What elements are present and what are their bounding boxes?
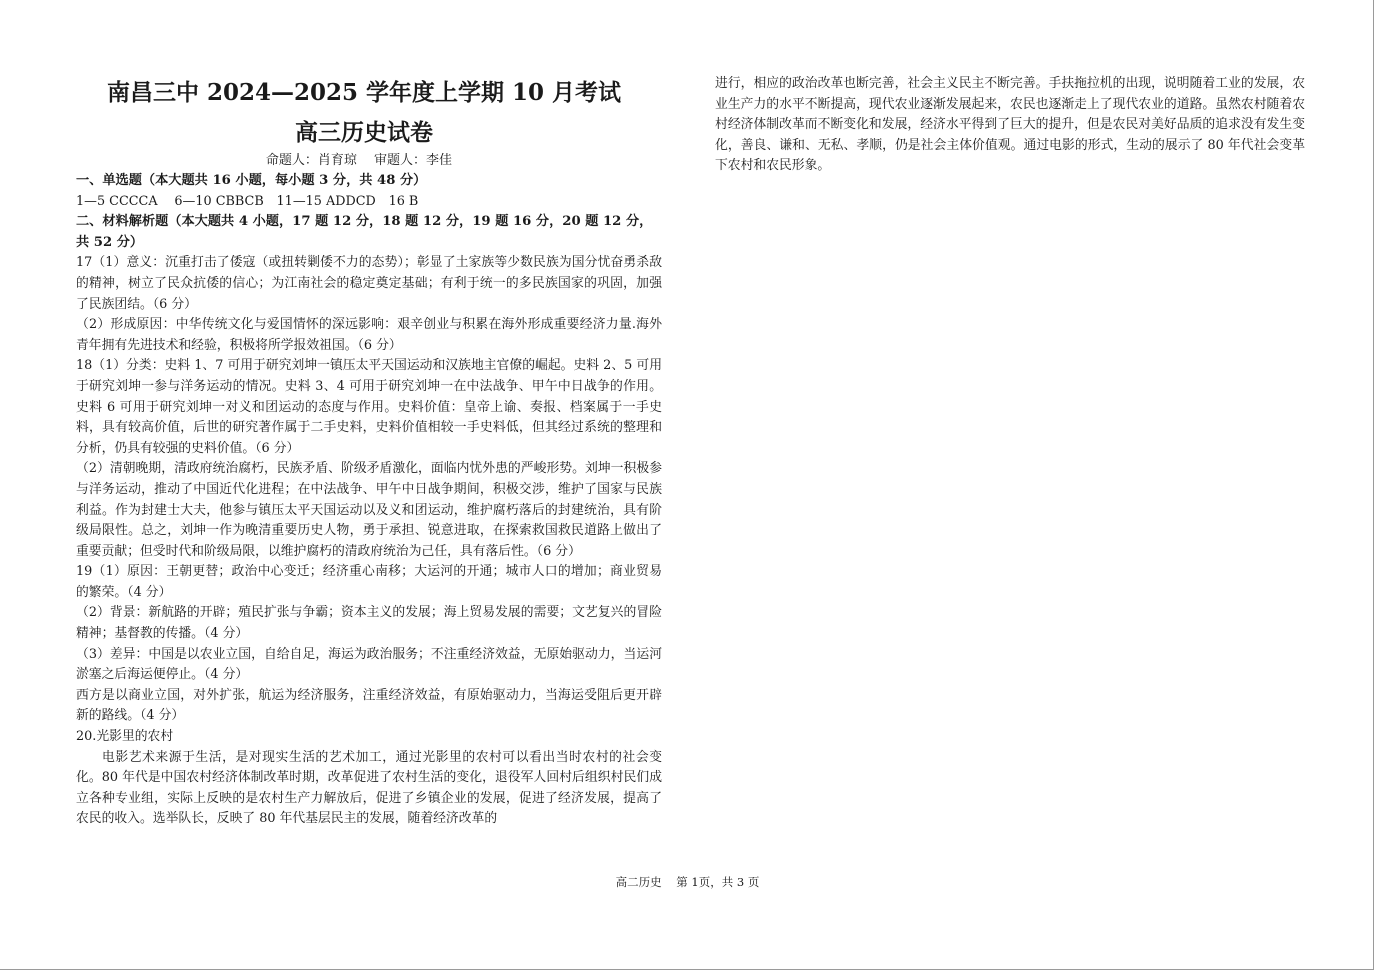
answer-paragraph: 西方是以商业立国，对外扩张，航运为经济服务，注重经济效益，有原始驱动力，当海运受阻后更开辟新的路线。（4 分）	[76, 687, 662, 724]
right-column	[715, 74, 1305, 177]
answer-paragraph: 18（1）分类：史料 1、7 可用于研究刘坤一镇压太平天国运动和汉族地主官僚的崛起。史料 2、5 可用于研究刘坤一参与洋务运动的情况。史料 3、4 可用于研究刘坤一在中法战争、甲午中日战争的作用。史料 6 可用于研究刘坤一对义和团运动的态度与作用。史料价值：皇帝上谕、奏报、档案属于一手史料，具有较高价值，后世的研究著作属于二手史料，史料价值相较一手史料低，但其经过系统的整理和分析，仍具有较强的史料价值。（6 分）	[76, 358, 662, 456]
essay-paragraph: 电影艺术来源于生活，是对现实生活的艺术加工，通过光影里的农村可以看出当时农村的社会变化。80 年代是中国农村经济体制改革时期，改革促进了农村生活的变化，退役军人回村后组织村民们成立各种专业组，实际上反映的是农村生产力解放后，促进了乡镇企业的发展，促进了经济发展，提高了农民的收入。选举队长，反映了 80 年代基层民主的发展，随着经济改革的	[76, 749, 662, 827]
essay-continued: 进行，相应的政治改革也断完善，社会主义民主不断完善。手扶拖拉机的出现，说明随着工业的发展，农业生产力的水平不断提高，现代农业逐渐发展起来，农民也逐渐走上了现代农业的道路。虽然农村随着农村经济体制改革而不断变化和发展，经济水平得到了巨大的提升，但是农民对美好品质的追求没有发生变化，善良、谦和、无私、孝顺，仍是社会主体价值观。通过电影的形式，生动的展示了 80 年代社会变革下农村和农民形象。	[715, 76, 1305, 174]
answer-paragraph: （2）形成原因：中华传统文化与爱国情怀的深远影响：艰辛创业与积累在海外形成重要经济力量.海外青年拥有先进技术和经验，积极将所学报效祖国。（6 分）	[76, 317, 662, 353]
question20-title: 20.光影里的农村	[76, 729, 174, 745]
answer-paragraph: （2）清朝晚期，清政府统治腐朽，民族矛盾、阶级矛盾激化，面临内忧外患的严峻形势。刘坤一积极参与洋务运动，推动了中国近代化进程；在中法战争、甲午中日战争期间，积极交涉，维护了国家与民族利益。作为封建士大夫，他参与镇压太平天国运动以及义和团运动，维护腐朽落后的封建统治，具有阶级局限性。总之，刘坤一作为晚清重要历史人物，勇于承担、锐意进取，在探索救国救民道路上做出了重要贡献；但受时代和阶级局限，以维护腐朽的清政府统治为己任，具有落后性。（6 分）	[76, 461, 662, 559]
answer-paragraph: 19（1）原因：王朝更替；政治中心变迁；经济重心南移；大运河的开通；城市人口的增加；商业贸易的繁荣。（4 分）	[76, 564, 662, 600]
answer-paragraph: （3）差异：中国是以农业立国，自给自足，海运为政治服务；不注重经济效益，无原始驱动力，当运河淤塞之后海运便停止。（4 分）	[76, 646, 662, 683]
page-footer	[0, 873, 1375, 891]
exam-subtitle: 高三历史试卷	[295, 119, 433, 146]
left-column	[76, 76, 662, 830]
footer-page-info: 第 1页，共 3 页	[676, 875, 760, 889]
section1-heading: 一、单选题（本大题共 16 小题，每小题 3 分，共 48 分）	[76, 173, 427, 188]
section2-heading: 二、材料解析题（本大题共 4 小题，17 题 12 分，18 题 12 分，19 题 16 分，20 题 12 分，共 52 分）	[76, 214, 653, 250]
footer-subject: 高二历史	[615, 875, 662, 889]
section1-answers: 1—5 CCCCA 6—10 CBBCB 11—15 ADDCD 16 B	[76, 193, 419, 209]
answer-paragraph: （2）背景：新航路的开辟；殖民扩张与争霸；资本主义的发展；海上贸易发展的需要；文艺复兴的冒险精神；基督教的传播。（4 分）	[76, 605, 662, 642]
exam-authors: 命题人：肖育琼 审题人：李佳	[265, 153, 453, 168]
answer-paragraph: 17（1）意义：沉重打击了倭寇（或扭转剿倭不力的态势）；彰显了土家族等少数民族为国分忧奋勇杀敌的精神，树立了民众抗倭的信心；为江南社会的稳定奠定基础；有利于统一的多民族国家的巩固，加强了民族团结。（6 分）	[76, 255, 662, 312]
exam-title: 南昌三中 2024—2025 学年度上学期 10 月考试	[106, 79, 622, 106]
